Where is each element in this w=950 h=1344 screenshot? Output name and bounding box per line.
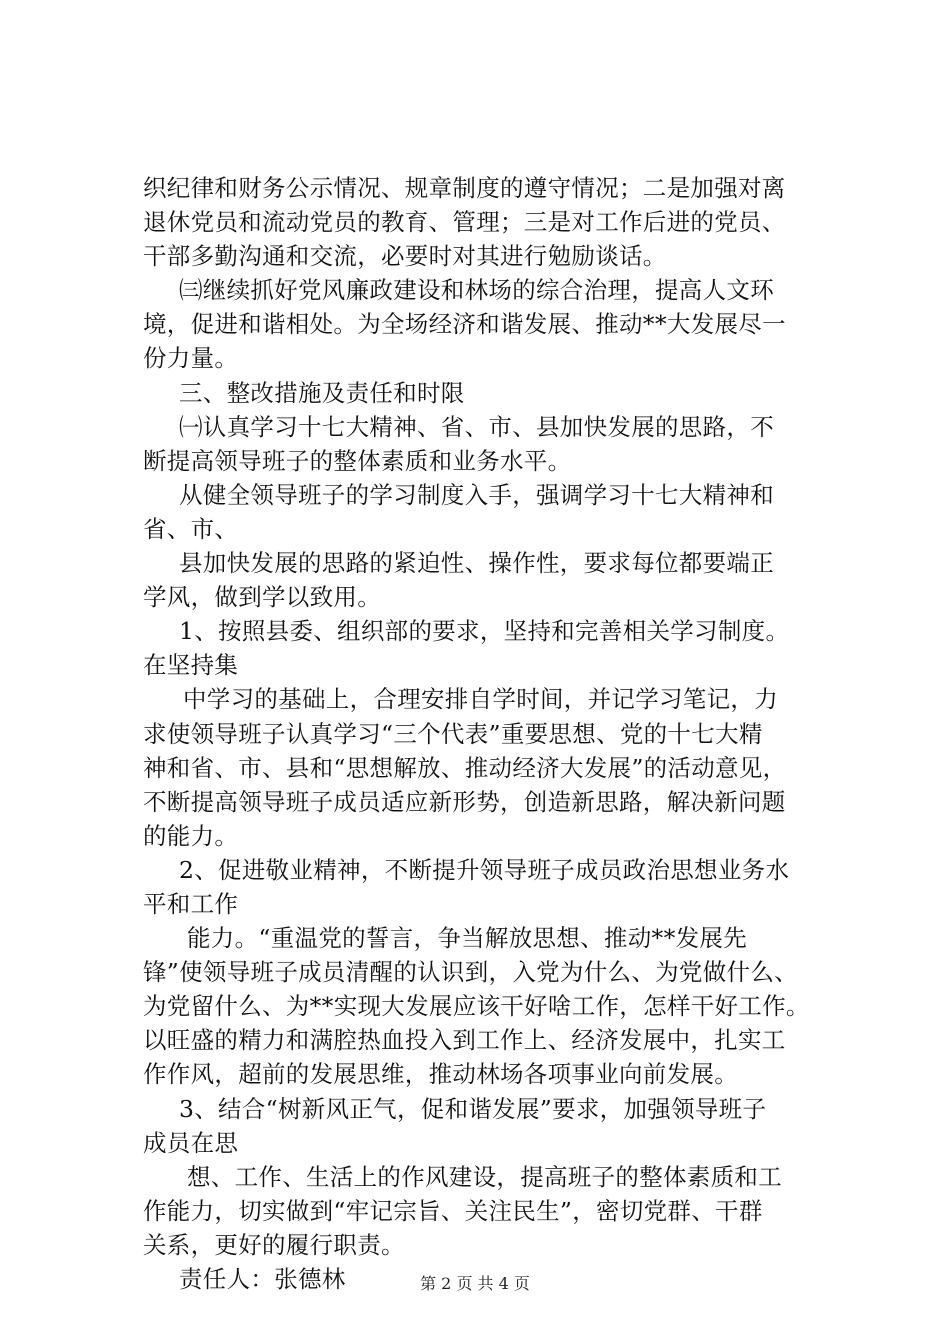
text-line: 关系，更好的履行职责。 <box>143 1230 405 1259</box>
text-line: 从健全领导班子的学习制度入手，强调学习十七大精神和 <box>179 480 774 509</box>
text-line: 3、结合“树新风正气，促和谐发展”要求，加强领导班子 <box>179 1094 767 1123</box>
text-line: 神和省、市、县和“思想解放、推动经济大发展”的活动意见， <box>143 753 787 782</box>
text-line: 为党留什么、为**实现大发展应该干好啥工作，怎样干好工作。 <box>143 992 810 1021</box>
text-line: 责任人：张德林 <box>179 1265 346 1293</box>
text-line: 以旺盛的精力和满腔热血投入到工作上、经济发展中，扎实工 <box>143 1026 786 1055</box>
text-line: ㈢继续抓好党风廉政建设和林场的综合治理，提高人文环 <box>179 276 774 305</box>
text-line: 不断提高领导班子成员适应新形势，创造新思路，解决新问题 <box>143 787 786 816</box>
text-line: 1、按照县委、组织部的要求，坚持和完善相关学习制度。 <box>179 617 790 646</box>
text-line: 的能力。 <box>143 821 239 850</box>
text-line: 织纪律和财务公示情况、规章制度的遵守情况；二是加强对离 <box>143 174 786 202</box>
text-line: 退休党员和流动党员的教育、管理；三是对工作后进的党员、 <box>143 208 786 237</box>
text-line: 中学习的基础上，合理安排自学时间，并记学习笔记，力 <box>183 685 778 714</box>
text-line: 2、促进敬业精神，不断提升领导班子成员政治思想业务水 <box>179 855 790 884</box>
text-line: ㈠认真学习十七大精神、省、市、县加快发展的思路，不 <box>179 412 774 441</box>
text-line: 县加快发展的思路的紧迫性、操作性，要求每位都要端正 <box>179 549 774 578</box>
page-footer: 第 2 页 共 4 页 <box>420 1274 530 1293</box>
text-line: 学风，做到学以致用。 <box>143 583 381 612</box>
text-line: 锋”使领导班子成员清醒的认识到，入党为什么、为党做什么、 <box>143 958 798 987</box>
text-line: 想、工作、生活上的作风建设，提高班子的整体素质和工 <box>187 1162 782 1191</box>
document-body <box>143 171 833 1296</box>
text-line: 作能力，切实做到“牢记宗旨、关注民生”，密切党群、干群 <box>143 1196 763 1225</box>
text-line: 断提高领导班子的整体素质和业务水平。 <box>143 446 572 475</box>
text-line: 干部多勤沟通和交流，必要时对其进行勉励谈话。 <box>143 242 667 271</box>
text-line: 省、市、 <box>143 514 239 543</box>
text-line: 作作风，超前的发展思维，推动林场各项事业向前发展。 <box>143 1060 738 1089</box>
text-line: 份力量。 <box>143 344 239 373</box>
text-line: 在坚持集 <box>143 651 239 680</box>
text-line: 三、整改措施及责任和时限 <box>179 378 465 407</box>
text-line: 求使领导班子认真学习“三个代表”重要思想、党的十七大精 <box>143 719 763 748</box>
text-line: 成员在思 <box>143 1128 239 1157</box>
text-line: 境，促进和谐相处。为全场经济和谐发展、推动**大发展尽一 <box>143 310 786 339</box>
text-line: 能力。“重温党的誓言，争当解放思想、推动**发展先 <box>187 924 748 953</box>
text-line: 平和工作 <box>143 889 239 918</box>
